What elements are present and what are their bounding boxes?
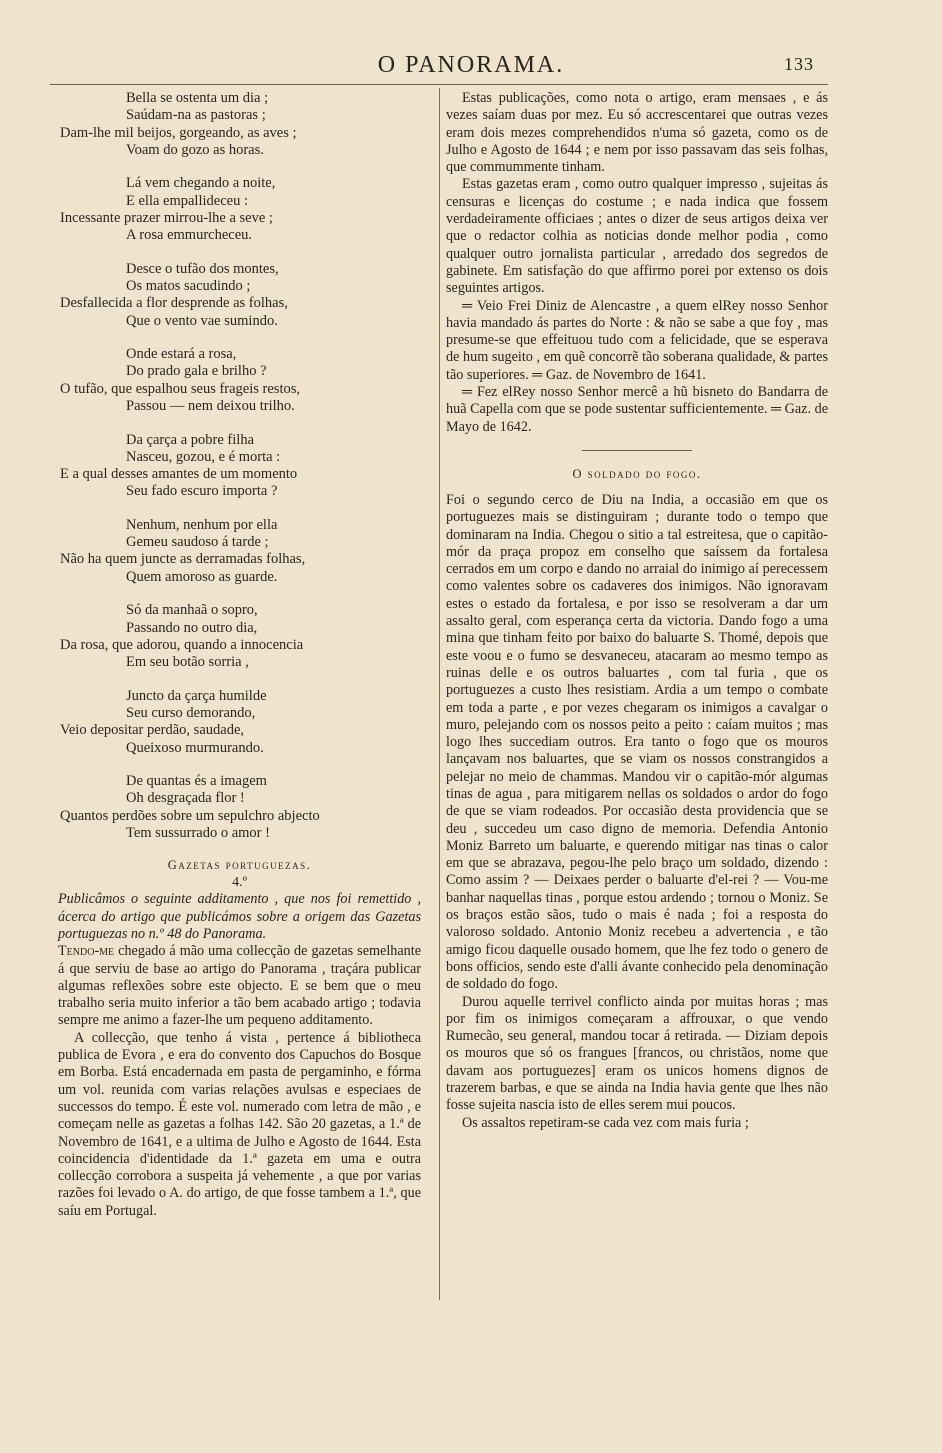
- poem-line: Nasceu, gozou, e é morta :: [126, 448, 281, 465]
- soldado-heading: O soldado do fogo.: [572, 466, 702, 481]
- poem-stanza: [58, 688, 421, 757]
- poem-stanza: [58, 602, 421, 671]
- poem-line: Da rosa, que adorou, quando a innocencia: [60, 636, 304, 653]
- poem-stanza: [58, 90, 421, 159]
- poem-line: Desfallecida a flor desprende as folhas,: [60, 295, 288, 312]
- poem-line: Seu curso demorando,: [126, 704, 256, 721]
- gazetas-paragraph-5: ═ Veio Frei Diniz de Alencastre , a quem elRey nosso Senhor havia mandado ás partes do Norte : & não se sabe a que foy , mas presume-se que effeituou tudo com a felicidade, que se esperava de hum sugeito , em quẽ concorrẽ tão soberana qualidade, & partes tão superiores. ═ Gaz. de Novembro de 1641.: [446, 297, 828, 383]
- poem-line: Quantos perdões sobre um sepulchro abjecto: [60, 807, 320, 824]
- poem-line: Incessante prazer mirrou-lhe a seve ;: [60, 209, 273, 226]
- page-header: [0, 52, 942, 82]
- poem-stanza: [58, 773, 421, 842]
- gazetas-intro: Publicâmos o seguinte additamento , que nos foi remettido , ácerca do artigo que publicámos sobre a origem das Gazetas portuguezas no n.º 48 do Panorama.: [58, 891, 421, 942]
- soldado-paragraph-2: Durou aquelle terrivel conflicto ainda por muitas horas ; mas por fim os inimigos começaram a affrouxar, o que vendo Rumecão, seu general, mandou tocar á retirada. — Diziam depois os mouros que só os frangues [francos, ou christãos, nome que davam aos portuguezes] eram os unicos homens dignos de trazerem barbas, e que se ainda na India havia gente que lhes não fosse sujeita nascia isto de elles serem mui poucos.: [446, 993, 828, 1114]
- gazetas-paragraph-3: Estas publicações, como nota o artigo, eram mensaes , e ás vezes saíam duas por mez. Eu só accrescentarei que outras vezes eram dois mezes comprehendidos n'uma só gazeta, como os de Julho e Agosto de 1644 ; e nem por isso passavam das seis folhas, que commummente tinham.: [446, 90, 828, 176]
- section-divider-rule: [582, 450, 692, 451]
- journal-title: O PANORAMA.: [377, 52, 565, 78]
- gazetas-number: 4.º: [232, 875, 247, 891]
- poem-stanza: [58, 432, 421, 501]
- poem-line: Desce o tufão dos montes,: [126, 260, 279, 277]
- poem: [58, 90, 421, 842]
- soldado-paragraph-1: Foi o segundo cerco de Diu na India, a occasião em que os portuguezes mais se distinguiram ; durante todo o tempo que dominaram na India. Chegou o sitio a tal estreitesa, que o capitão-mór da praça propoz em conselho que saíssem da fortalesa cerrados em um corpo e dando no arraial do inimigo aí perecessem como valentes sobre os cadaveres dos inimigos. Não ignoravam estes o estado da fortalesa, e por isso se resolveram a dar um assalto geral, com esperança certa da victoria. Dando fogo a uma mina que tinham feito por baixo do baluarte S. Thomé, depois que este voou e o fumo se desvaneceu, atacaram ao mesmo tempo as ruinas delle e os outros baluartes , com tal furia , que os portuguezes a custo lhes resistiam. Ardia a um tempo o combate em toda a parte , e por vezes chegaram os inimigos a cavalgar o muro, pelejando com os nossos peito a peito : caíam muitos ; mas logo lhes succediam outros. Era tanto o fogo que os mouros lançavam nos baluartes, que se viam os nossos constrangidos a pelejar no meio de chammas. Mandou vir o capitão-mór algumas tinas de agua , para mitigarem nellas os soldados o ardor do fogo de que se viam rodeados. Por occasião desta providencia que se deu , succedeu um caso digno de memoria. Defendia Antonio Moniz Barreto um baluarte, e querendo mitigar nas tinas o calor em que se abrazava, pegou-lhe pelo braço um soldado, dizendo : Como assim ? — Deixaes perder o baluarte d'el-rei ? — Vou-me banhar naquellas tinas , porque estou ardendo ; tornou o Moniz. Se os braços estão sãos, tudo o mais é nada ; foi a resposta do valoroso soldado. Antonio Moniz recebeu a advertencia , e tão amigo ficou daquelle ousado homem, que lhe fez todo o genero de bons officios, sendo este d'alli ávante conhecido pela denominação de soldado do fogo.: [446, 491, 828, 993]
- poem-line: Lá vem chegando a noite,: [126, 175, 276, 192]
- gazetas-paragraph-1-text: chegado á mão uma collecção de gazetas semelhante á que serviu de base ao artigo do Panorama , traçára publicar algumas reflexões sobre este objecto. E se bem que o meu trabalho seria muito inferior a tão bem acabado artigo ; todavia sempre me animo a fazer-lhe um pequeno additamento.: [58, 943, 421, 1029]
- poem-line: Tem sussurrado o amor !: [126, 824, 270, 841]
- poem-stanza: [58, 346, 421, 415]
- poem-line: Só da manhaã o sopro,: [126, 602, 258, 619]
- poem-line: Do prado gala e brilho ?: [126, 363, 267, 380]
- poem-line: Passou — nem deixou trilho.: [126, 398, 295, 415]
- poem-line: Em seu botão sorria ,: [126, 654, 249, 671]
- poem-line: E ella empallideceu :: [126, 192, 248, 209]
- poem-line: De quantas és a imagem: [126, 773, 267, 789]
- right-column: [446, 90, 828, 1132]
- poem-line: Os matos sacudindo ;: [126, 278, 251, 295]
- poem-line: Juncto da çarça humilde: [126, 687, 267, 704]
- poem-line: E a qual desses amantes de um momento: [60, 466, 298, 483]
- gazetas-paragraph-2: A collecção, que tenho á vista , pertence á bibliotheca publica de Evora , e era do convento dos Capuchos do Bosque em Borba. Está encadernada em pasta de pergaminho, e fórma um vol. reunida com varias relações avulsas e especiaes de successos do tempo. É este vol. numerado com letra de mão , e começam nelle as gazetas a folhas 142. São 20 gazetas, a 1.ª de Novembro de 1641, e a ultima de Julho e Agosto de 1644. Esta coincidencia d'identidade da 1.ª gazeta em uma e outra collecção corrobora a suspeita já vehemente , a que por varias razões foi levado o A. do artigo, de que fosse tambem a 1.ª, que saíu em Portugal.: [58, 1029, 421, 1219]
- poem-line: Que o vento vae sumindo.: [126, 312, 278, 329]
- gazetas-paragraph-6: ═ Fez elRey nosso Senhor mercê a hũ bisneto do Bandarra de huã Capella com que se pode sustentar sufficientemente. ═ Gaz. de Mayo de 1642.: [446, 384, 828, 435]
- column-divider: [439, 88, 440, 1300]
- poem-line: Dam-lhe mil beijos, gorgeando, as aves ;: [60, 124, 297, 141]
- poem-stanza: [58, 517, 421, 586]
- poem-line: Nenhum, nenhum por ella: [126, 516, 278, 533]
- poem-line: Onde estará a rosa,: [126, 346, 237, 363]
- poem-line: Bella se ostenta um dia ;: [126, 90, 269, 106]
- gazetas-paragraph-4: Estas gazetas eram , como outro qualquer impresso , sujeitas ás censuras e licenças do costume ; e nada indica que fossem verdadeiramente officiaes ; antes o dizer de seus artigos deixa ver que o redactor colhia as noticias donde melhor podia , como qualquer outro jornalista particular , arredado dos segredos de gabinete. Em satisfação do que affirmo porei por extenso os dois seguintes artigos.: [446, 176, 828, 297]
- poem-line: Seu fado escuro importa ?: [126, 483, 278, 500]
- poem-line: Quem amoroso as guarde.: [126, 568, 278, 585]
- soldado-paragraph-3: Os assaltos repetiram-se cada vez com mais furia ;: [462, 1114, 749, 1131]
- poem-line: Voam do gozo as horas.: [126, 141, 264, 158]
- gazetas-heading: Gazetas portuguezas.: [167, 858, 312, 873]
- poem-line: O tufão, que espalhou seus frageis restos,: [60, 380, 300, 397]
- poem-line: Passando no outro dia,: [126, 619, 258, 636]
- poem-line: Da çarça a pobre filha: [126, 431, 255, 448]
- gazetas-paragraph-1: [58, 943, 421, 1029]
- soldado-article: [446, 467, 828, 1132]
- header-rule: [50, 84, 828, 85]
- poem-line: A rosa emmurcheceu.: [126, 227, 253, 244]
- poem-line: Não ha quem juncte as derramadas folhas,: [60, 551, 306, 568]
- poem-stanza: [58, 175, 421, 244]
- poem-line: Oh desgraçada flor !: [126, 790, 245, 807]
- poem-line: Gemeu saudoso á tarde ;: [126, 534, 269, 551]
- poem-line: Saúdam-na as pastoras ;: [126, 107, 266, 124]
- gazetas-lead-word: Tendo-me: [58, 943, 115, 960]
- gazetas-article: [58, 858, 421, 1220]
- poem-line: Veio depositar perdão, saudade,: [60, 722, 245, 739]
- left-column: [58, 90, 421, 1220]
- poem-stanza: [58, 261, 421, 330]
- poem-line: Queixoso murmurando.: [126, 739, 264, 756]
- page-number: 133: [784, 54, 814, 74]
